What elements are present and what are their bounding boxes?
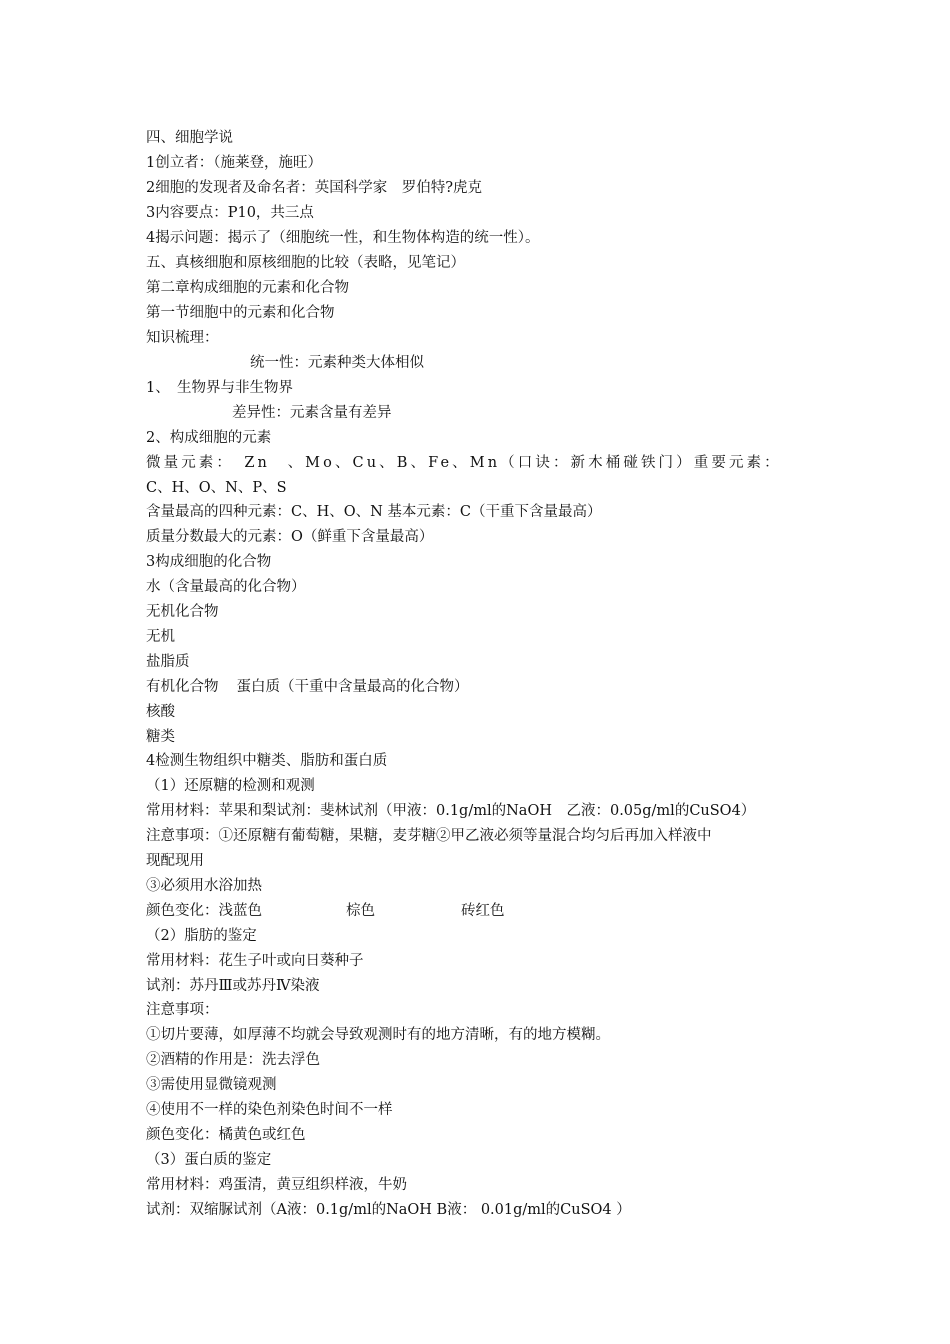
text-line: 颜色变化：橘黄色或红色 bbox=[146, 1127, 306, 1143]
brace-upper-text: 统一性：元素种类大体相似 bbox=[250, 355, 424, 371]
text-line: 核酸 bbox=[146, 704, 175, 720]
text-fragment: 颜色变化：浅蓝色 bbox=[146, 903, 262, 919]
text-line: ①切片要薄，如厚薄不均就会导致观测时有的地方清晰，有的地方模糊。 bbox=[146, 1027, 610, 1043]
section-4-heading: 四、细胞学说 bbox=[146, 130, 233, 146]
text-line: ②酒精的作用是：洗去浮色 bbox=[146, 1052, 320, 1068]
text-line: 无机 bbox=[146, 629, 175, 645]
text-line: 含量最高的四种元素：C、H、O、N 基本元素：C（干重下含量最高） bbox=[146, 504, 602, 520]
text-line: 3内容要点：P10，共三点 bbox=[146, 205, 314, 221]
text-line bbox=[146, 901, 505, 921]
text-line: 水（含量最高的化合物） bbox=[146, 579, 306, 595]
text-line: 常用材料：苹果和梨试剂：斐林试剂（甲液：0.1g/ml的NaOH 乙液：0.05g/ml的CuSO4） bbox=[146, 803, 756, 819]
text-line: 常用材料：花生子叶或向日葵种子 bbox=[146, 953, 364, 969]
text-fragment: 棕色 bbox=[346, 903, 375, 919]
text-line: 糖类 bbox=[146, 729, 175, 745]
text-line: 试剂：苏丹Ⅲ或苏丹Ⅳ染液 bbox=[146, 978, 320, 994]
text-line: 3构成细胞的化合物 bbox=[146, 554, 272, 570]
text-fragment: 砖红色 bbox=[461, 903, 505, 919]
text-line: 无机化合物 bbox=[146, 604, 219, 620]
text-line: C、H、O、N、P、S bbox=[146, 480, 287, 496]
text-fragment: 蛋白质（干重中含量最高的化合物） bbox=[236, 679, 469, 695]
text-line: 常用材料：鸡蛋清，黄豆组织样液，牛奶 bbox=[146, 1177, 407, 1193]
text-line: （3）蛋白质的鉴定 bbox=[146, 1152, 272, 1168]
text-line: （1）还原糖的检测和观测 bbox=[146, 778, 315, 794]
text-line: 质量分数最大的元素：O（鲜重下含量最高） bbox=[146, 529, 434, 545]
text-fragment: 有机化合物 bbox=[146, 679, 219, 695]
brace-lower-text: 差异性：元素含量有差异 bbox=[232, 405, 392, 421]
text-line: 2、构成细胞的元素 bbox=[146, 430, 272, 446]
text-line bbox=[146, 677, 469, 697]
text-line: 现配现用 bbox=[146, 853, 204, 869]
chapter-2-heading: 第二章构成细胞的元素和化合物 bbox=[146, 280, 349, 296]
text-line: 4检测生物组织中糖类、脂肪和蛋白质 bbox=[146, 753, 388, 769]
section-5-heading: 五、真核细胞和原核细胞的比较（表略，见笔记） bbox=[146, 255, 465, 271]
text-line: （2）脂肪的鉴定 bbox=[146, 928, 257, 944]
text-line: 4揭示问题：揭示了（细胞统一性，和生物体构造的统一性）。 bbox=[146, 230, 540, 246]
text-line: 试剂：双缩脲试剂（A液：0.1g/ml的NaOH B液： 0.01g/ml的CuSO4 ） bbox=[146, 1202, 631, 1218]
section-1-heading: 第一节细胞中的元素和化合物 bbox=[146, 305, 335, 321]
text-line: 知识梳理： bbox=[146, 330, 219, 346]
text-line: ③必须用水浴加热 bbox=[146, 878, 262, 894]
text-line: 盐脂质 bbox=[146, 654, 190, 670]
text-line: 注意事项： bbox=[146, 1002, 219, 1018]
text-line: 1创立者：（施莱登，施旺） bbox=[146, 155, 322, 171]
text-line: 1、 生物界与非生物界 bbox=[146, 380, 293, 396]
text-line: ③需使用显微镜观测 bbox=[146, 1077, 277, 1093]
text-line: 2细胞的发现者及命名者：英国科学家 罗伯特?虎克 bbox=[146, 180, 482, 196]
text-line: 注意事项：①还原糖有葡萄糖，果糖，麦芽糖②甲乙液必须等量混合均匀后再加入样液中 bbox=[146, 828, 712, 844]
text-line: 微量元素： Zn 、Mo、Cu、B、Fe、Mn（口诀：新木桶碰铁门）重要元素： bbox=[146, 455, 782, 471]
text-line: ④使用不一样的染色剂染色时间不一样 bbox=[146, 1102, 393, 1118]
